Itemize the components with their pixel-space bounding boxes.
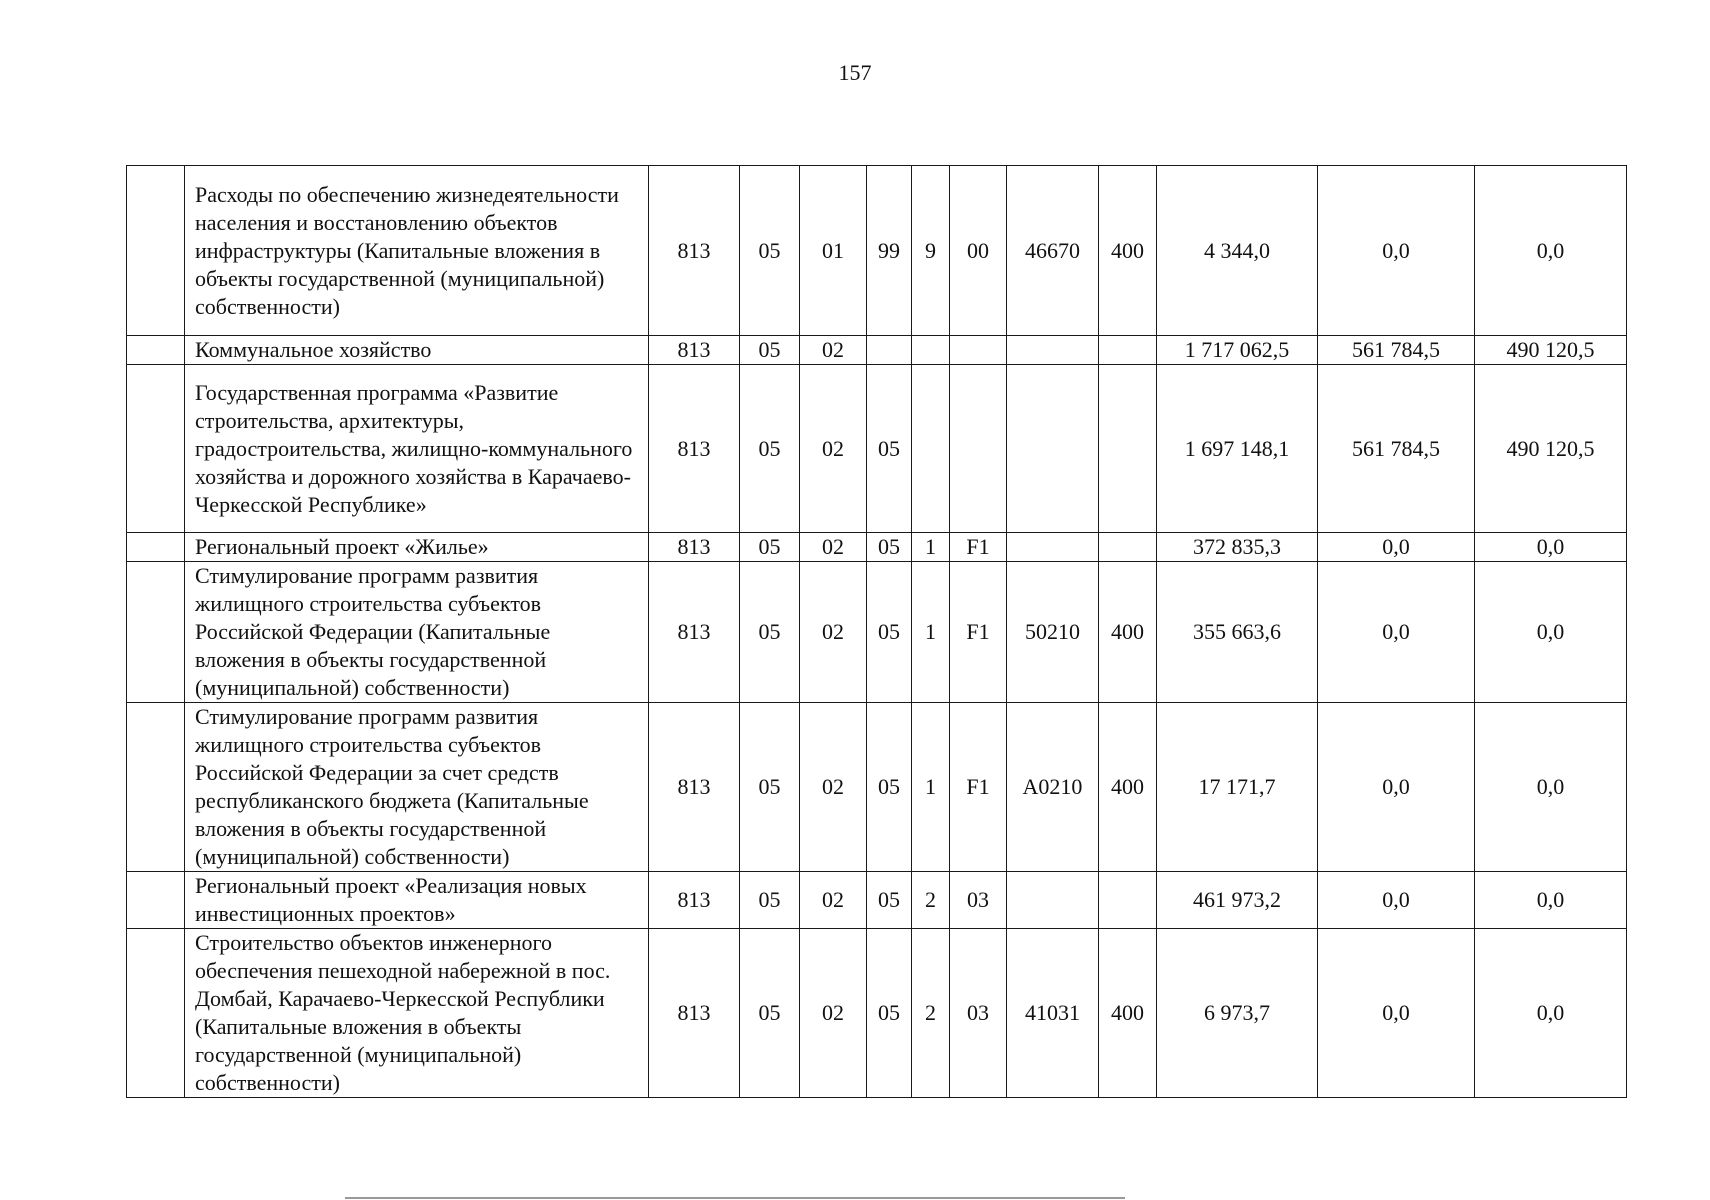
row-c8-cell: 400 xyxy=(1099,703,1157,872)
row-c3-cell: 02 xyxy=(800,336,867,365)
row-c2-cell: 05 xyxy=(740,562,800,703)
row-c2-cell: 05 xyxy=(740,703,800,872)
row-index-cell xyxy=(127,872,185,929)
table-row xyxy=(127,365,1627,533)
row-c3-cell: 01 xyxy=(800,166,867,336)
row-c5-cell: 2 xyxy=(912,929,950,1098)
row-c7-cell xyxy=(1007,872,1099,929)
row-name-cell: Стимулирование программ развития жилищного строительства субъектов Российской Федерации за счет средств республиканского бюджета (Капитальные вложения в объекты государственной (муниципальной) собственности) xyxy=(185,703,649,872)
row-v2-cell: 0,0 xyxy=(1318,562,1475,703)
row-v1-cell: 372 835,3 xyxy=(1157,533,1318,562)
row-c7-cell xyxy=(1007,336,1099,365)
row-c1-cell: 813 xyxy=(649,336,740,365)
row-c8-cell: 400 xyxy=(1099,929,1157,1098)
row-c4-cell: 05 xyxy=(867,872,912,929)
row-index-cell xyxy=(127,336,185,365)
row-c5-cell xyxy=(912,365,950,533)
row-c2-cell: 05 xyxy=(740,872,800,929)
row-c8-cell xyxy=(1099,533,1157,562)
table-row xyxy=(127,336,1627,365)
row-c6-cell: 03 xyxy=(950,929,1007,1098)
row-v2-cell: 561 784,5 xyxy=(1318,336,1475,365)
row-c4-cell xyxy=(867,336,912,365)
table-row xyxy=(127,562,1627,703)
row-c8-cell: 400 xyxy=(1099,166,1157,336)
row-index-cell xyxy=(127,365,185,533)
row-c3-cell: 02 xyxy=(800,562,867,703)
row-index-cell xyxy=(127,562,185,703)
table-row xyxy=(127,533,1627,562)
row-v1-cell: 461 973,2 xyxy=(1157,872,1318,929)
row-c8-cell xyxy=(1099,872,1157,929)
row-c3-cell: 02 xyxy=(800,365,867,533)
row-v2-cell: 0,0 xyxy=(1318,872,1475,929)
row-c4-cell: 05 xyxy=(867,929,912,1098)
row-c3-cell: 02 xyxy=(800,872,867,929)
row-v3-cell: 0,0 xyxy=(1475,166,1627,336)
row-v3-cell: 0,0 xyxy=(1475,703,1627,872)
row-c5-cell: 9 xyxy=(912,166,950,336)
row-c6-cell: F1 xyxy=(950,533,1007,562)
row-c7-cell: 41031 xyxy=(1007,929,1099,1098)
row-c5-cell: 2 xyxy=(912,872,950,929)
page-number: 157 xyxy=(838,60,872,85)
row-c1-cell: 813 xyxy=(649,929,740,1098)
row-c7-cell xyxy=(1007,365,1099,533)
row-c4-cell: 05 xyxy=(867,533,912,562)
row-name-cell: Стимулирование программ развития жилищного строительства субъектов Российской Федерации (Капитальные вложения в объекты государственной (муниципальной) собственности) xyxy=(185,562,649,703)
row-c7-cell xyxy=(1007,533,1099,562)
row-name-cell: Региональный проект «Реализация новых инвестиционных проектов» xyxy=(185,872,649,929)
row-index-cell xyxy=(127,166,185,336)
row-v3-cell: 490 120,5 xyxy=(1475,365,1627,533)
row-index-cell xyxy=(127,533,185,562)
row-c8-cell xyxy=(1099,336,1157,365)
row-v2-cell: 0,0 xyxy=(1318,929,1475,1098)
row-c3-cell: 02 xyxy=(800,703,867,872)
row-c5-cell xyxy=(912,336,950,365)
row-c4-cell: 05 xyxy=(867,703,912,872)
row-c7-cell: 50210 xyxy=(1007,562,1099,703)
row-name-cell: Региональный проект «Жилье» xyxy=(185,533,649,562)
row-c5-cell: 1 xyxy=(912,533,950,562)
table-row xyxy=(127,929,1627,1098)
row-c5-cell: 1 xyxy=(912,562,950,703)
row-c1-cell: 813 xyxy=(649,533,740,562)
row-v1-cell: 1 697 148,1 xyxy=(1157,365,1318,533)
row-c6-cell: F1 xyxy=(950,703,1007,872)
row-name-cell: Государственная программа «Развитие строительства, архитектуры, градостроительства, жилищно-коммунального хозяйства и дорожного хозяйства в Карачаево-Черкесской Республике» xyxy=(185,365,649,533)
row-v2-cell: 0,0 xyxy=(1318,533,1475,562)
row-c1-cell: 813 xyxy=(649,166,740,336)
row-v3-cell: 0,0 xyxy=(1475,872,1627,929)
row-v1-cell: 355 663,6 xyxy=(1157,562,1318,703)
row-c5-cell: 1 xyxy=(912,703,950,872)
row-v1-cell: 4 344,0 xyxy=(1157,166,1318,336)
table-body xyxy=(127,166,1627,1098)
row-name-cell: Строительство объектов инженерного обеспечения пешеходной набережной в пос. Домбай, Карачаево-Черкесской Республики (Капитальные вложения в объекты государственной (муниципальной) собственности) xyxy=(185,929,649,1098)
row-v3-cell: 0,0 xyxy=(1475,562,1627,703)
table-row xyxy=(127,872,1627,929)
row-c4-cell: 99 xyxy=(867,166,912,336)
row-c2-cell: 05 xyxy=(740,336,800,365)
row-c1-cell: 813 xyxy=(649,562,740,703)
row-c1-cell: 813 xyxy=(649,703,740,872)
row-index-cell xyxy=(127,703,185,872)
row-c8-cell xyxy=(1099,365,1157,533)
row-c4-cell: 05 xyxy=(867,562,912,703)
row-c7-cell: 46670 xyxy=(1007,166,1099,336)
row-v1-cell: 17 171,7 xyxy=(1157,703,1318,872)
row-c1-cell: 813 xyxy=(649,365,740,533)
row-v1-cell: 1 717 062,5 xyxy=(1157,336,1318,365)
row-c1-cell: 813 xyxy=(649,872,740,929)
table-row xyxy=(127,703,1627,872)
row-index-cell xyxy=(127,929,185,1098)
row-c7-cell: A0210 xyxy=(1007,703,1099,872)
row-v3-cell: 490 120,5 xyxy=(1475,336,1627,365)
row-c2-cell: 05 xyxy=(740,533,800,562)
row-v3-cell: 0,0 xyxy=(1475,533,1627,562)
row-name-cell: Коммунальное хозяйство xyxy=(185,336,649,365)
row-name-cell: Расходы по обеспечению жизнедеятельности населения и восстановлению объектов инфраструктуры (Капитальные вложения в объекты государственной (муниципальной) собственности) xyxy=(185,166,649,336)
row-c3-cell: 02 xyxy=(800,929,867,1098)
row-c6-cell xyxy=(950,336,1007,365)
row-c4-cell: 05 xyxy=(867,365,912,533)
row-c6-cell: 03 xyxy=(950,872,1007,929)
row-v2-cell: 0,0 xyxy=(1318,166,1475,336)
row-c3-cell: 02 xyxy=(800,533,867,562)
row-v1-cell: 6 973,7 xyxy=(1157,929,1318,1098)
row-v3-cell: 0,0 xyxy=(1475,929,1627,1098)
row-v2-cell: 561 784,5 xyxy=(1318,365,1475,533)
budget-table xyxy=(126,165,1627,1098)
row-c6-cell: 00 xyxy=(950,166,1007,336)
row-c6-cell: F1 xyxy=(950,562,1007,703)
row-c2-cell: 05 xyxy=(740,166,800,336)
row-c8-cell: 400 xyxy=(1099,562,1157,703)
row-v2-cell: 0,0 xyxy=(1318,703,1475,872)
row-c6-cell xyxy=(950,365,1007,533)
table-row xyxy=(127,166,1627,336)
row-c2-cell: 05 xyxy=(740,929,800,1098)
scan-line xyxy=(345,1197,1125,1199)
row-c2-cell: 05 xyxy=(740,365,800,533)
